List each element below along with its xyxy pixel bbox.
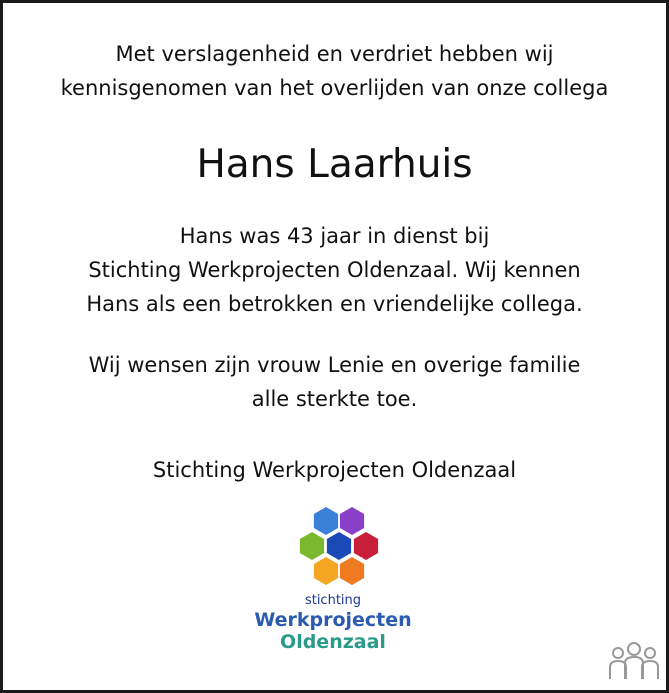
- paragraph-line: alle sterkte toe.: [251, 387, 418, 411]
- hex-green: [300, 532, 324, 560]
- hexagon-logo-icon: [288, 506, 388, 591]
- intro-line: kennisgenomen van het overlijden van onze collega: [60, 76, 609, 100]
- condolence-paragraph: [3, 348, 666, 416]
- hex-orange: [340, 557, 364, 585]
- deceased-name: Hans Laarhuis: [196, 142, 473, 187]
- logo-text-stichting: stichting: [304, 593, 362, 608]
- paragraph-line: Hans was 43 jaar in dienst bij: [179, 224, 490, 248]
- intro-line: Met verslagenheid en verdriet hebben wij: [115, 42, 554, 66]
- hex-blue: [314, 507, 338, 535]
- hex-red: [354, 532, 378, 560]
- hex-purple: [340, 507, 364, 535]
- service-paragraph: [3, 219, 666, 321]
- logo-text-werkprojecten: Werkprojecten: [254, 609, 412, 631]
- paragraph-line: Stichting Werkprojecten Oldenzaal. Wij kennen: [88, 258, 581, 282]
- family-people-icon: [608, 641, 660, 681]
- paragraph-line: Wij wensen zijn vrouw Lenie en overige familie: [88, 353, 581, 377]
- hex-yellow: [314, 557, 338, 585]
- intro-text: [3, 37, 666, 105]
- paragraph-line: Hans als een betrokken en vriendelijke collega.: [86, 292, 583, 316]
- logo-text-oldenzaal: Oldenzaal: [280, 631, 386, 653]
- hex-center: [327, 532, 351, 560]
- signature: Stichting Werkprojecten Oldenzaal: [152, 458, 517, 482]
